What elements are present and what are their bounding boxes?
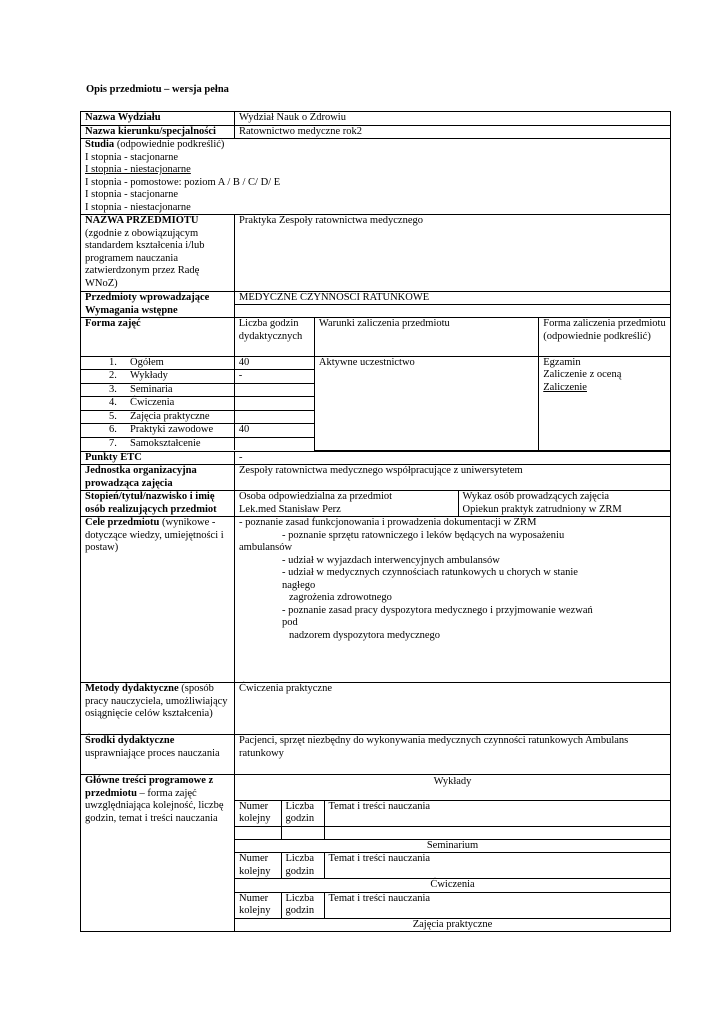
field-label: Nazwa kierunku/specjalności (81, 125, 235, 139)
resources-value: Pacjenci, sprzęt niezbędny do wykonywania medycznych czynności ratunkowych Ambulans ratunkowy (235, 735, 671, 775)
prerequisites-value: MEDYCZNE CZYNNOSCI RATUNKOWE (235, 292, 670, 305)
goals-list (235, 517, 671, 683)
col-hours: Liczba godzin (281, 800, 324, 826)
form-header: Forma zaliczenia przedmiotu (odpowiednie podkreślić) (539, 318, 670, 356)
studies-option: I stopnia - pomostowe: poziom A / B / C/ D/ E (85, 176, 281, 188)
class-hours (234, 383, 314, 397)
class-type: 2. Wykłady (81, 370, 234, 384)
resources-row (81, 735, 671, 775)
goals-hint: (wynikowe - dotyczące wiedzy, umiejętności i postaw) (85, 517, 224, 553)
section-exercises: Ćwiczenia (235, 879, 670, 893)
document-title: Opis przedmiotu – wersja pełna (86, 84, 229, 95)
content-label-cell (81, 775, 235, 932)
methods-value: Ćwiczenia praktyczne (235, 683, 671, 735)
content-header-row (235, 892, 670, 918)
class-hours (234, 397, 314, 411)
class-hours (234, 410, 314, 424)
col-hours: Liczba godzin (281, 892, 324, 918)
goal-item: - poznanie zasad pracy dyspozytora medycznego i przyjmowanie wezwań (282, 604, 593, 616)
classes-label: Forma zajęć (81, 318, 234, 356)
ects-label: Punkty ETC (81, 451, 235, 465)
conditions-header: Warunki zaliczenia przedmiotu (314, 318, 538, 356)
methods-row (81, 683, 671, 735)
resources-label: Środki dydaktyczne (85, 735, 175, 746)
responsible-title: Osoba odpowiedzialna za przedmiot (239, 491, 393, 502)
form-option-selected: Zaliczenie (543, 381, 587, 393)
staff-label: Stopień/tytuł/nazwisko i imię osób realizujących przedmiot (81, 491, 235, 517)
responsible-name: Lek.med Stanisław Perz (239, 503, 341, 515)
faculty-label: Nazwa Wydziału (81, 112, 235, 126)
content-empty-row (235, 826, 670, 839)
staff-cell (235, 491, 671, 517)
class-hours: - (234, 370, 314, 384)
content-row (81, 775, 671, 932)
course-description-table (80, 111, 671, 932)
faculty-value: Wydział Nauk o Zdrowiu (235, 112, 671, 126)
col-number: Numer kolejny (235, 853, 281, 879)
content-cell (235, 775, 671, 932)
classes-table (81, 318, 670, 451)
methods-hint: (sposób pracy nauczyciela, umożliwiający osiągnięcie celów kształcenia) (85, 683, 228, 719)
staff-table (235, 491, 670, 516)
col-topic: Temat i treści nauczania (324, 853, 670, 879)
conditions-value: Aktywne uczestnictwo (314, 356, 538, 450)
subject-label-cell (81, 215, 235, 292)
classes-cell (81, 318, 671, 452)
unit-row (81, 465, 671, 491)
form-option: Zaliczenie z oceną (543, 369, 622, 380)
studies-hint: (odpowiednie podkreślić) (116, 139, 225, 150)
methods-label-cell (81, 683, 235, 735)
studies-row (81, 139, 671, 215)
studies-option: I stopnia - stacjonarne (85, 189, 179, 200)
class-type: 4. Ćwiczenia (81, 397, 234, 411)
col-topic: Temat i treści nauczania (324, 892, 670, 918)
goals-label: Cele przedmiotu (85, 517, 160, 528)
goal-item-cont: zagrożenia zdrowotnego (289, 592, 392, 603)
prerequisites-row (81, 292, 671, 318)
goal-item-cont: pod (282, 617, 298, 628)
class-hours (234, 437, 314, 450)
goals-row (81, 517, 671, 683)
col-number: Numer kolejny (235, 892, 281, 918)
content-hint: – forma zajęć uwzględniająca kolejność, liczbę godzin, temat i treści nauczania (85, 787, 224, 824)
requirements-label: Wymagania wstępne (85, 304, 178, 316)
goal-item: - poznanie sprzętu ratowniczego i leków będących na wyposażeniu (282, 529, 565, 541)
goal-item: - udział w wyjazdach interwencyjnych ambulansów (282, 554, 500, 566)
goal-item: - udział w medycznych czynnościach ratunkowych u chorych w stanie (282, 567, 578, 578)
section-seminars: Seminarium (235, 839, 670, 853)
faculty-row (81, 112, 671, 126)
goal-item-cont: nadzorem dyspozytora medycznego (289, 629, 441, 641)
prerequisites-label: Przedmioty wprowadzające (85, 292, 210, 303)
prerequisites-label-cell (81, 292, 235, 318)
form-option: Egzamin (543, 356, 581, 368)
teachers-title: Wykaz osób prowadzących zajęcia (462, 491, 610, 502)
class-type: 1. Ogółem (81, 356, 234, 370)
field-row (81, 125, 671, 139)
field-value: Ratownictwo medyczne rok2 (235, 125, 671, 139)
section-practical: Zajęcia praktyczne (235, 918, 670, 931)
unit-label: Jednostka organizacyjna prowadząca zajęcia (81, 465, 235, 491)
class-hours: 40 (234, 424, 314, 438)
content-label: Główne treści programowe z przedmiotu (85, 775, 214, 799)
ects-value: - (235, 451, 671, 465)
resources-label-cell (81, 735, 235, 775)
classes-row (81, 318, 671, 452)
goal-item: - poznanie zasad funkcjonowania i prowadzenia dokumentacji w ZRM (239, 517, 537, 528)
class-type: 7. Samokształcenie (81, 437, 234, 450)
goal-item-cont: nagłego (282, 579, 316, 591)
prerequisites-value-cell (235, 292, 671, 318)
studies-option-selected: I stopnia - niestacjonarne (85, 164, 191, 175)
studies-cell (81, 139, 671, 215)
subject-hint: (zgodnie z obowiązującym standardem kształcenia i/lub programem nauczania zatwierdzonym przez Radę WNoZ) (85, 227, 205, 289)
class-type: 5. Zajęcia praktyczne (81, 410, 234, 424)
responsible-person (235, 491, 458, 516)
methods-label: Metody dydaktyczne (85, 683, 179, 694)
staff-row (81, 491, 671, 517)
classes-header (81, 318, 670, 356)
col-number: Numer kolejny (235, 800, 281, 826)
col-topic: Temat i treści nauczania (324, 800, 670, 826)
section-lectures: Wykłady (235, 775, 670, 800)
class-hours: 40 (234, 356, 314, 370)
goals-label-cell (81, 517, 235, 683)
hours-header: Liczba godzin dydaktycznych (234, 318, 314, 356)
content-header-row (235, 800, 670, 826)
goal-item-cont: ambulansów (239, 542, 293, 553)
teachers-list (458, 491, 670, 516)
studies-option: I stopnia - stacjonarne (85, 151, 179, 163)
teachers-value: Opiekun praktyk zatrudniony w ZRM (462, 503, 622, 515)
unit-value: Zespoły ratownictwa medycznego współpracujące z uniwersytetem (235, 465, 671, 491)
resources-hint: usprawniające proces nauczania (85, 747, 220, 759)
class-type: 6. Praktyki zawodowe (81, 424, 234, 438)
subject-label: NAZWA PRZEDMIOTU (85, 215, 199, 226)
studies-label: Studia (85, 139, 115, 150)
form-options (539, 356, 670, 450)
classes-type-row (81, 356, 670, 370)
class-type: 3. Seminaria (81, 383, 234, 397)
ects-row (81, 451, 671, 465)
col-hours: Liczba godzin (281, 853, 324, 879)
content-header-row (235, 853, 670, 879)
subject-row (81, 215, 671, 292)
subject-value: Praktyka Zespoły ratownictwa medycznego (235, 215, 671, 292)
studies-option: I stopnia - niestacjonarne (85, 201, 191, 213)
content-table (235, 775, 670, 931)
